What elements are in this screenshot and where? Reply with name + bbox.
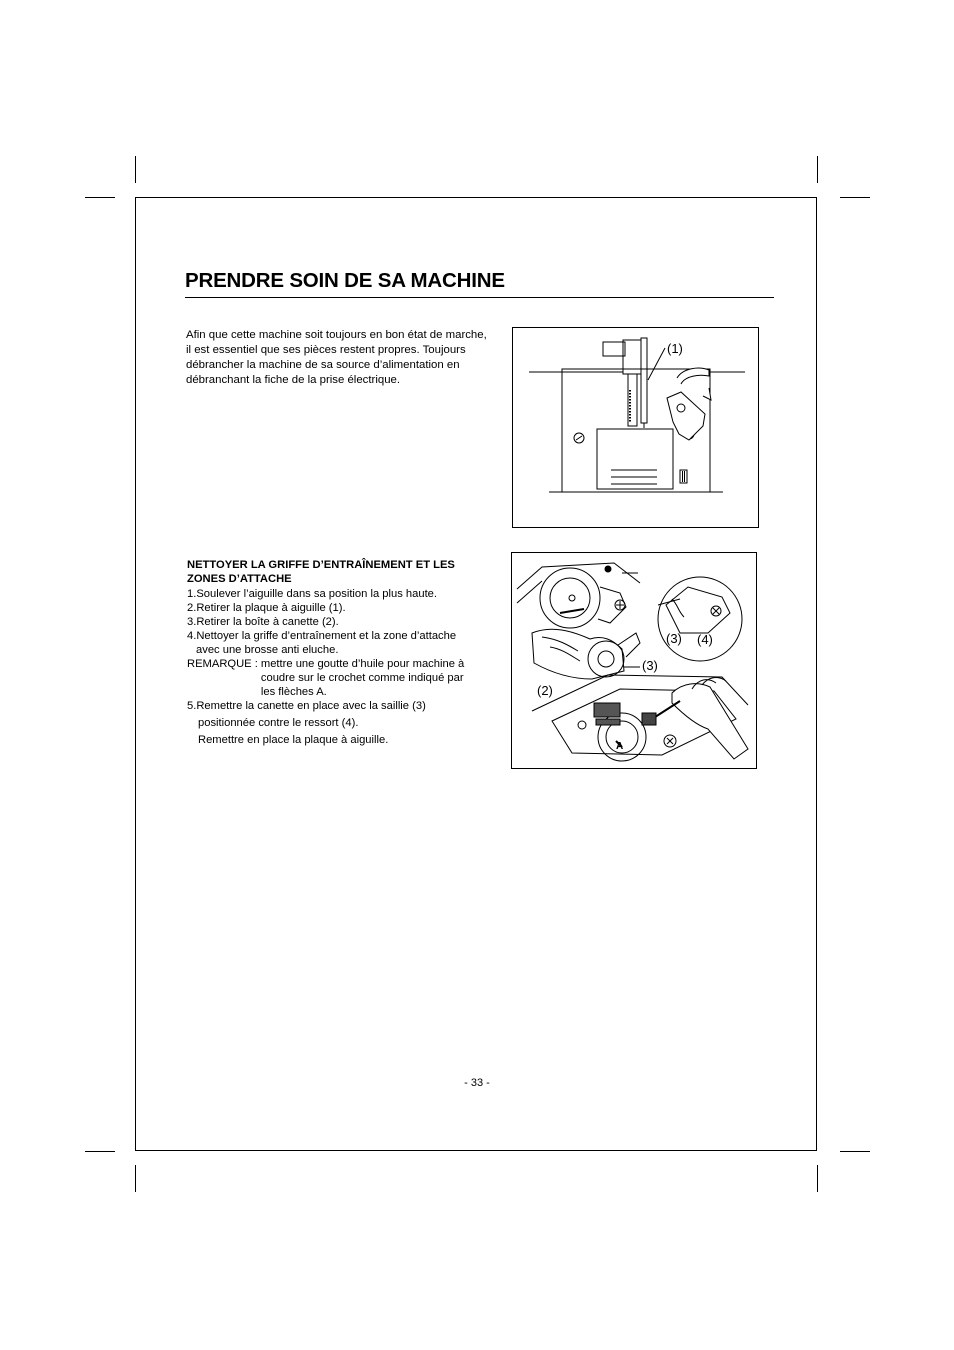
note-text xyxy=(261,657,483,699)
note-line: mettre une goutte d’huile pour machine à xyxy=(260,658,465,670)
title-divider xyxy=(185,297,774,298)
intro-line: Afin que cette machine soit toujours en bon état de marche, xyxy=(186,329,487,341)
note-line: les flèches A. xyxy=(260,686,327,698)
crop-mark xyxy=(135,156,136,183)
part-label-bobbin-case: (2) xyxy=(537,683,553,698)
intro-line: il est essentiel que ses pièces restent propres. Toujours xyxy=(186,344,466,356)
section-heading xyxy=(187,558,497,586)
note-line: coudre sur le crochet comme indiqué par xyxy=(260,672,464,684)
section-heading-line: ZONES D’ATTACHE xyxy=(187,573,292,585)
needle-plate-illustration xyxy=(513,328,758,527)
note-label: REMARQUE : xyxy=(187,658,258,670)
step-item-continuation: Remettre en place la plaque à aiguille. xyxy=(198,734,389,746)
figure-bobbin-cleaning xyxy=(511,552,757,769)
part-label-protrusion: (3) xyxy=(666,631,682,646)
page-number: - 33 - xyxy=(464,1077,490,1089)
note-block xyxy=(187,657,507,699)
step-item: 2.Retirer la plaque à aiguille (1). xyxy=(187,602,346,614)
crop-mark xyxy=(135,1165,136,1192)
intro-line: débranchant la fiche de la prise électrique. xyxy=(186,374,401,386)
crop-mark xyxy=(840,197,870,198)
crop-mark xyxy=(817,1165,818,1192)
crop-mark xyxy=(85,197,115,198)
crop-mark xyxy=(817,156,818,183)
step-item: 5.Remettre la canette en place avec la saillie (3) xyxy=(187,700,426,712)
intro-line: débrancher la machine de sa source d’alimentation en xyxy=(186,359,460,371)
cleaning-steps xyxy=(187,587,507,747)
part-label-protrusion-bobbin: (3) xyxy=(642,658,658,673)
bobbin-cleaning-illustration xyxy=(512,553,756,768)
intro-paragraph xyxy=(186,328,506,388)
part-label-spring: (4) xyxy=(697,632,713,647)
step-item: 4.Nettoyer la griffe d’entraînement et la zone d’attache xyxy=(187,630,457,642)
crop-mark xyxy=(840,1151,870,1152)
step-item-continuation: positionnée contre le ressort (4). xyxy=(198,717,359,729)
step-item: 1.Soulever l’aiguille dans sa position la plus haute. xyxy=(187,588,438,600)
figure-needle-plate xyxy=(512,327,759,528)
oil-arrow-label: A xyxy=(616,741,624,752)
step-item: 3.Retirer la boîte à canette (2). xyxy=(187,616,339,628)
part-label-needle-plate: (1) xyxy=(667,341,683,356)
step-item-continuation: avec une brosse anti eluche. xyxy=(196,644,339,656)
crop-mark xyxy=(85,1151,115,1152)
page-title: PRENDRE SOIN DE SA MACHINE xyxy=(185,269,505,292)
section-heading-line: NETTOYER LA GRIFFE D’ENTRAÎNEMENT ET LES xyxy=(187,559,455,571)
